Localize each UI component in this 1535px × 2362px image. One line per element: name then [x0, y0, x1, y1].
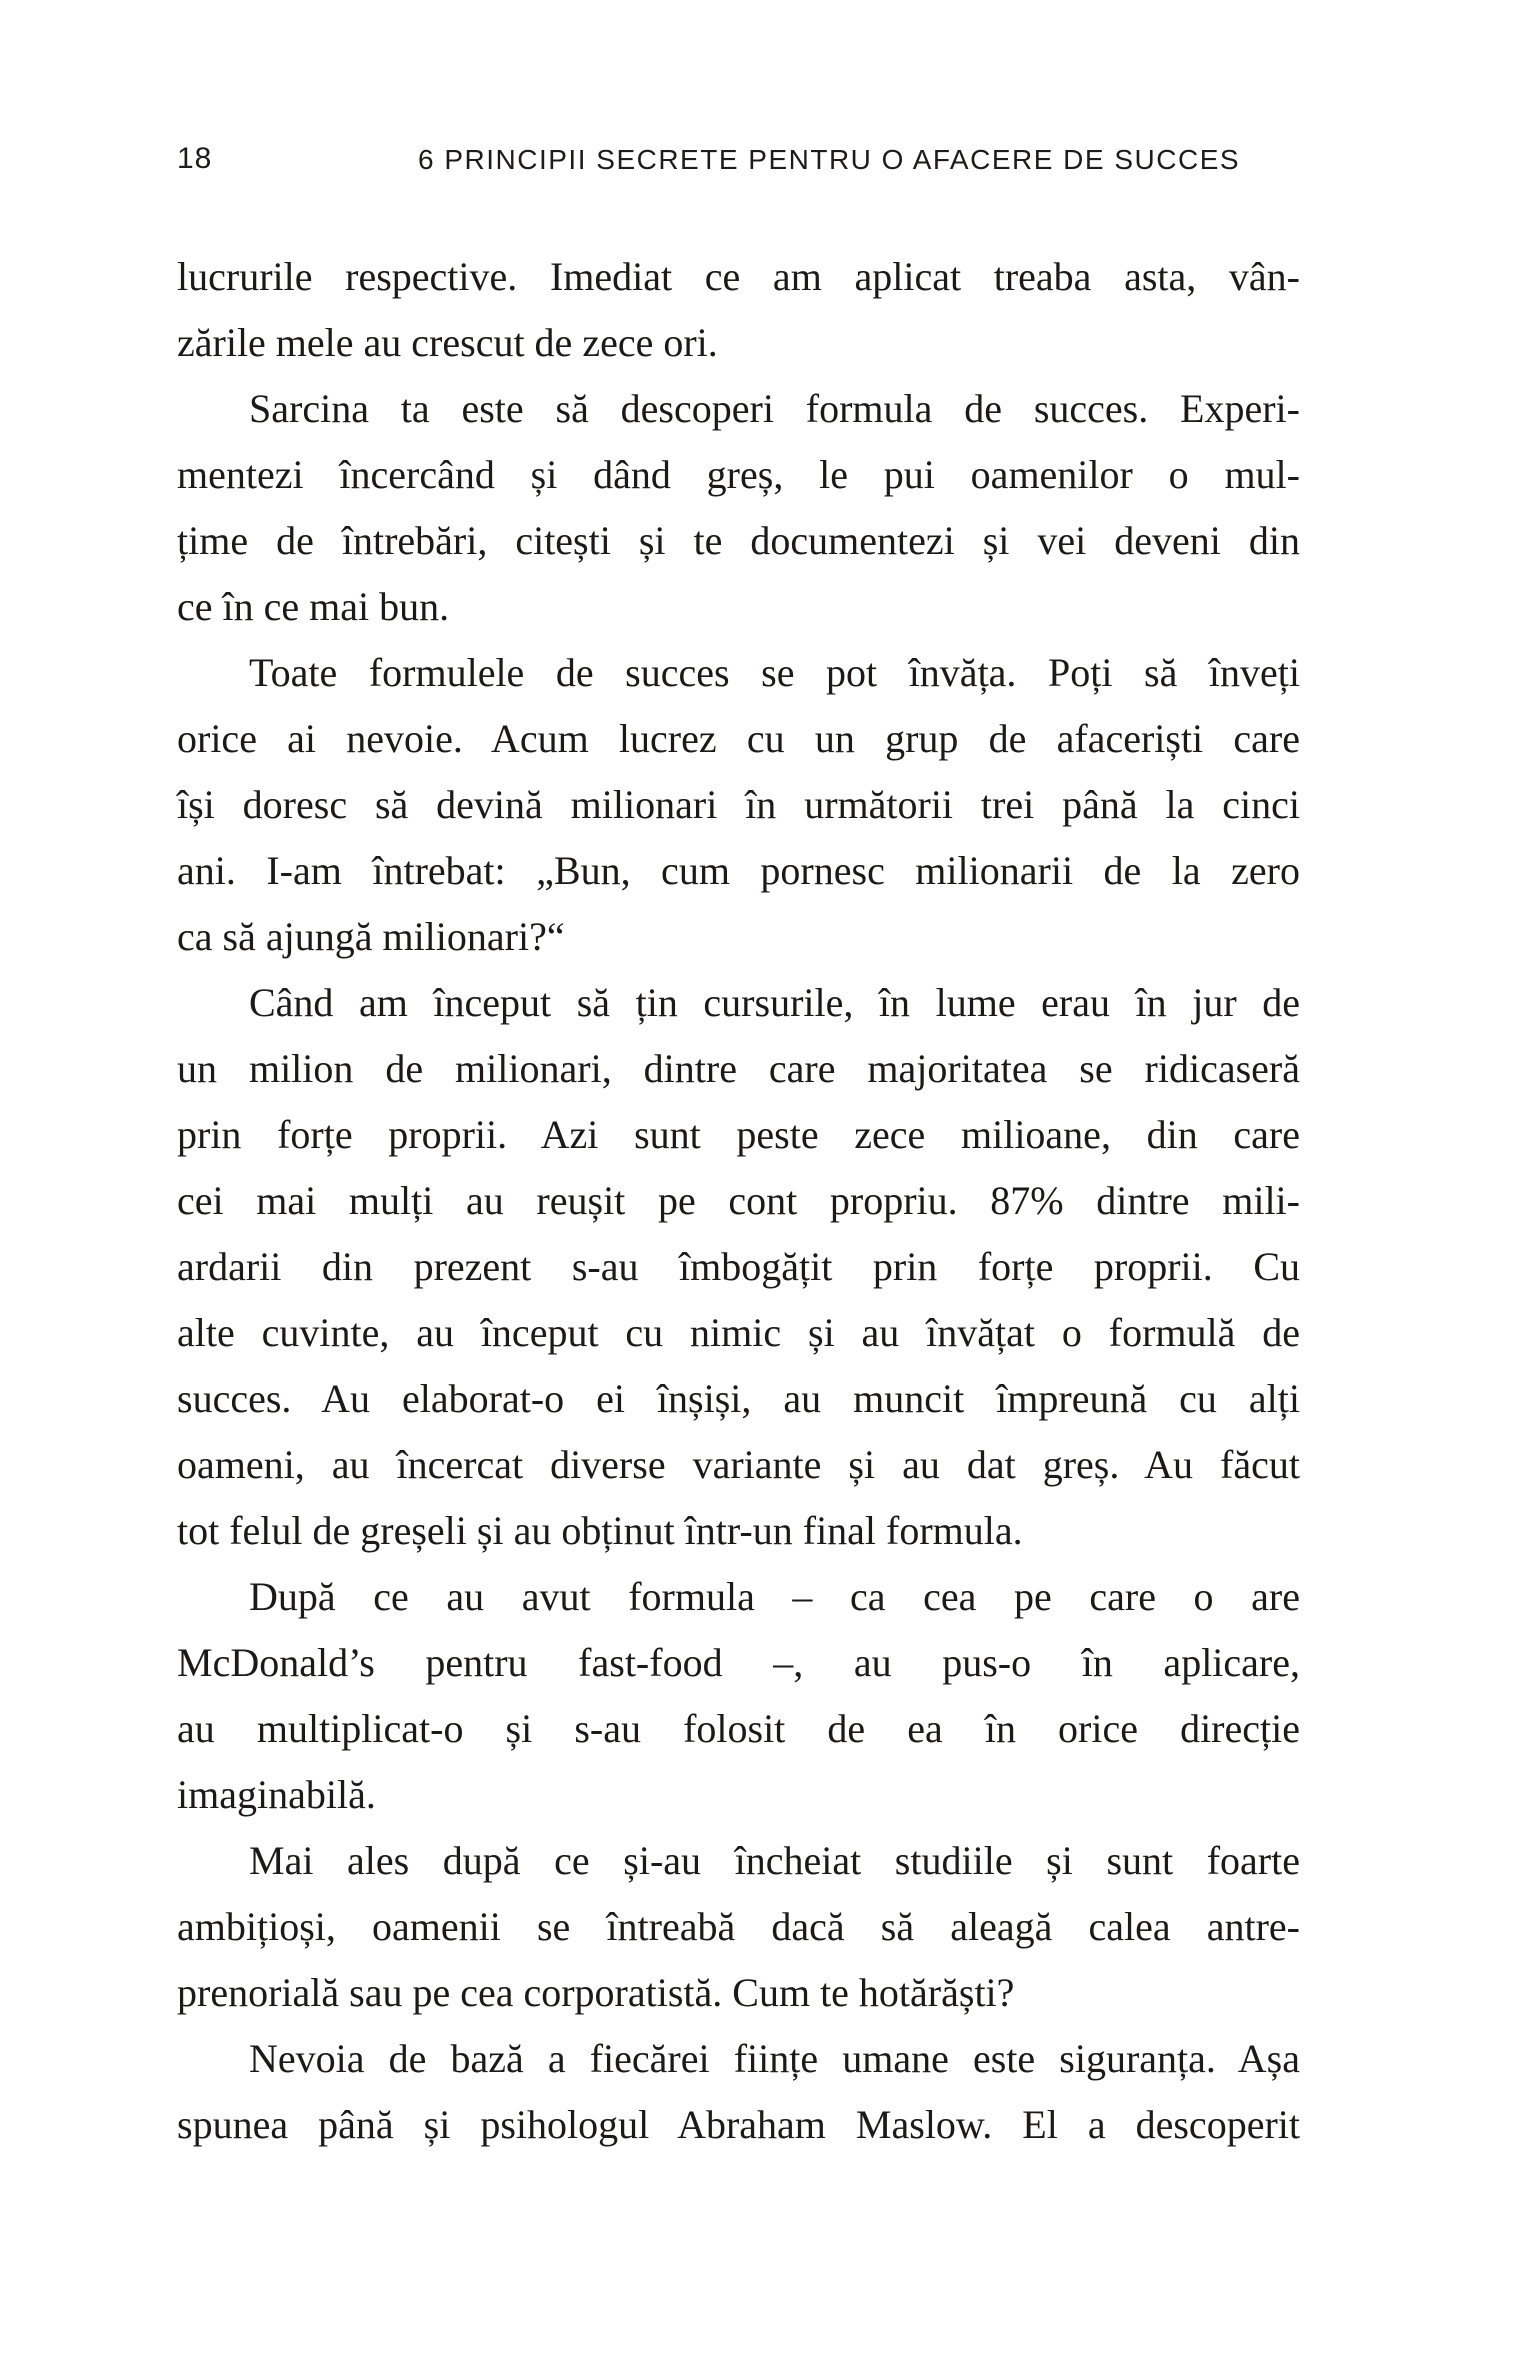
body-line: prenorială sau pe cea corporatistă. Cum te hotărăști? [177, 1970, 1015, 2015]
body-line: prin forțe proprii. Azi sunt peste zece milioane, din care [177, 1112, 1300, 1157]
body-line: cei mai mulți au reușit pe cont propriu. 87% dintre mili- [177, 1178, 1300, 1223]
body-line: orice ai nevoie. Acum lucrez cu un grup de afaceriști care [177, 716, 1300, 761]
body-line: lucrurile respective. Imediat ce am aplicat treaba asta, vân- [177, 254, 1300, 299]
page-number: 18 [177, 142, 213, 175]
body-line: un milion de milionari, dintre care majoritatea se ridicaseră [177, 1046, 1300, 1091]
body-line: oameni, au încercat diverse variante și au dat greș. Au făcut [177, 1442, 1300, 1487]
body-line: ardarii din prezent s-au îmbogățit prin forțe proprii. Cu [177, 1244, 1300, 1289]
body-line: ambițioși, oamenii se întreabă dacă să aleagă calea antre- [177, 1904, 1300, 1949]
body-line: Când am început să țin cursurile, în lume erau în jur de [249, 980, 1300, 1025]
running-header [0, 140, 1535, 180]
body-line: au multiplicat-o și s-au folosit de ea în orice direcție [177, 1706, 1300, 1751]
body-line: își doresc să devină milionari în următorii trei până la cinci [177, 782, 1300, 827]
body-line: tot felul de greșeli și au obținut într-un final formula. [177, 1508, 1023, 1553]
body-line: ca să ajungă milionari?“ [177, 914, 565, 959]
body-line: țime de întrebări, citești și te documentezi și vei deveni din [177, 518, 1300, 563]
body-line: succes. Au elaborat-o ei înșiși, au muncit împreună cu alți [177, 1376, 1300, 1421]
body-line: Toate formulele de succes se pot învăța. Poți să înveți [249, 650, 1300, 695]
body-line: După ce au avut formula – ca cea pe care o are [249, 1574, 1300, 1619]
body-line: McDonald’s pentru fast-food –, au pus-o în aplicare, [177, 1640, 1300, 1685]
body-line: Sarcina ta este să descoperi formula de succes. Experi- [249, 386, 1300, 431]
body-line: zările mele au crescut de zece ori. [177, 320, 718, 365]
body-text-block [177, 244, 1300, 2158]
body-line: imaginabilă. [177, 1772, 376, 1817]
body-line: ce în ce mai bun. [177, 584, 450, 629]
body-line: Mai ales după ce și-au încheiat studiile și sunt foarte [249, 1838, 1300, 1883]
body-line: alte cuvinte, au început cu nimic și au învățat o formulă de [177, 1310, 1300, 1355]
body-line: ani. I-am întrebat: „Bun, cum pornesc milionarii de la zero [177, 848, 1300, 893]
body-line: mentezi încercând și dând greș, le pui oamenilor o mul- [177, 452, 1300, 497]
body-line: Nevoia de bază a fiecărei ființe umane este siguranța. Așa [249, 2036, 1300, 2081]
running-title: 6 PRINCIPII SECRETE PENTRU O AFACERE DE SUCCES [418, 144, 1241, 175]
body-line: spunea până și psihologul Abraham Maslow. El a descoperit [177, 2102, 1300, 2147]
